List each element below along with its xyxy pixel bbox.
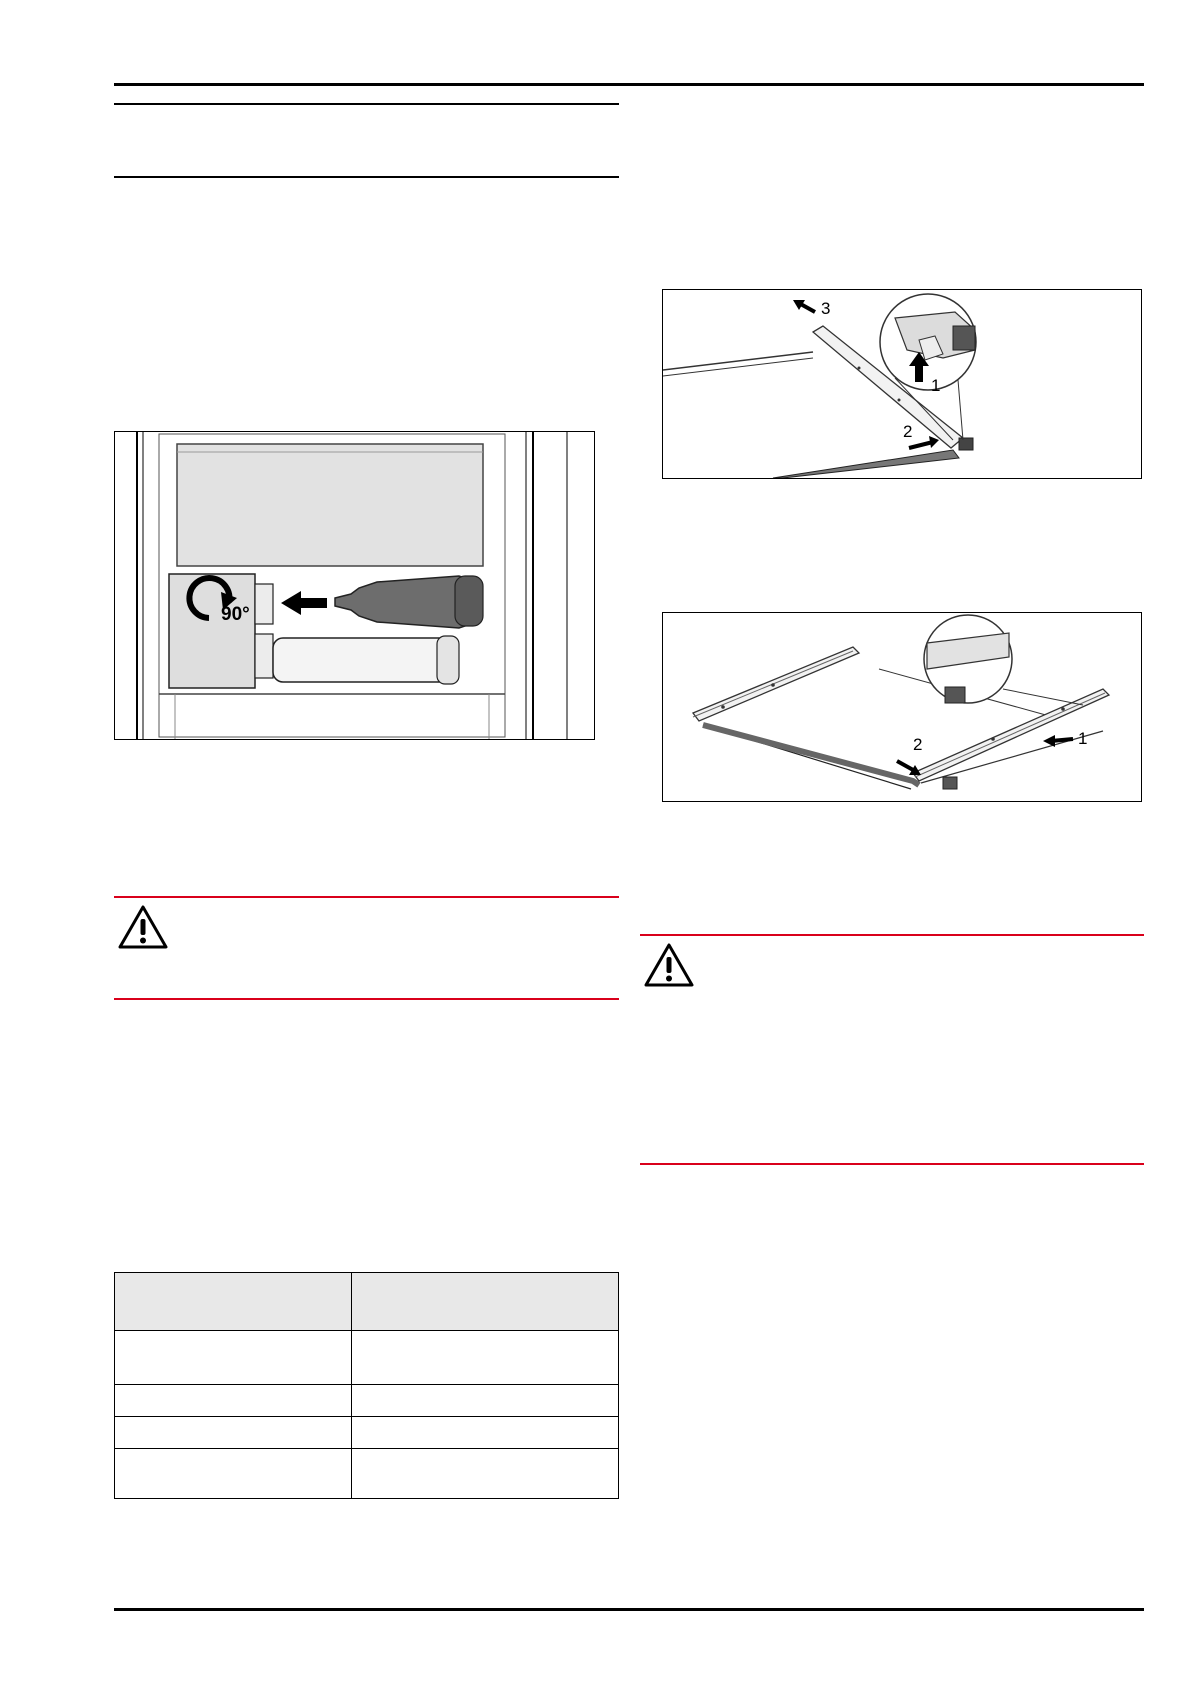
table-cell	[352, 1417, 619, 1449]
warning-box-bottom-rule	[640, 1163, 1144, 1165]
figure-shelf-rails	[662, 612, 1142, 802]
table-cell	[115, 1449, 352, 1499]
data-table	[114, 1272, 619, 1499]
figure-filter-insertion	[114, 431, 595, 740]
table-row	[115, 1331, 619, 1385]
shelf-rails-illustration	[663, 613, 1141, 801]
table-header-cell	[115, 1273, 352, 1331]
step-label-3: 3	[821, 299, 831, 318]
step-label-2: 2	[913, 735, 923, 754]
table-row	[115, 1449, 619, 1499]
figure-shelf-removal	[662, 289, 1142, 479]
table-header-cell	[352, 1273, 619, 1331]
table-cell	[115, 1385, 352, 1417]
warning-box-bottom-rule	[114, 998, 619, 1000]
warning-triangle-icon	[117, 904, 169, 950]
warning-box-top-rule	[640, 934, 1144, 936]
table-cell	[352, 1331, 619, 1385]
section-heading-rule-bottom	[114, 176, 619, 178]
section-heading-rule-top	[114, 103, 619, 105]
warning-box-top-rule	[114, 896, 619, 898]
shelf-removal-illustration	[663, 290, 1141, 478]
warning-triangle-icon	[643, 942, 695, 988]
table-row	[115, 1417, 619, 1449]
table-cell	[352, 1385, 619, 1417]
table-cell	[115, 1417, 352, 1449]
table-row	[115, 1385, 619, 1417]
table-header-row	[115, 1273, 619, 1331]
rotation-angle-label: 90°	[221, 604, 250, 625]
step-label-1: 1	[1078, 729, 1088, 748]
filter-insertion-illustration	[115, 432, 594, 739]
step-label-1: 1	[931, 376, 941, 395]
table-cell	[115, 1331, 352, 1385]
table-cell	[352, 1449, 619, 1499]
step-label-2: 2	[903, 422, 913, 441]
page-footer-rule	[114, 1608, 1144, 1611]
page-header-rule	[114, 83, 1144, 86]
